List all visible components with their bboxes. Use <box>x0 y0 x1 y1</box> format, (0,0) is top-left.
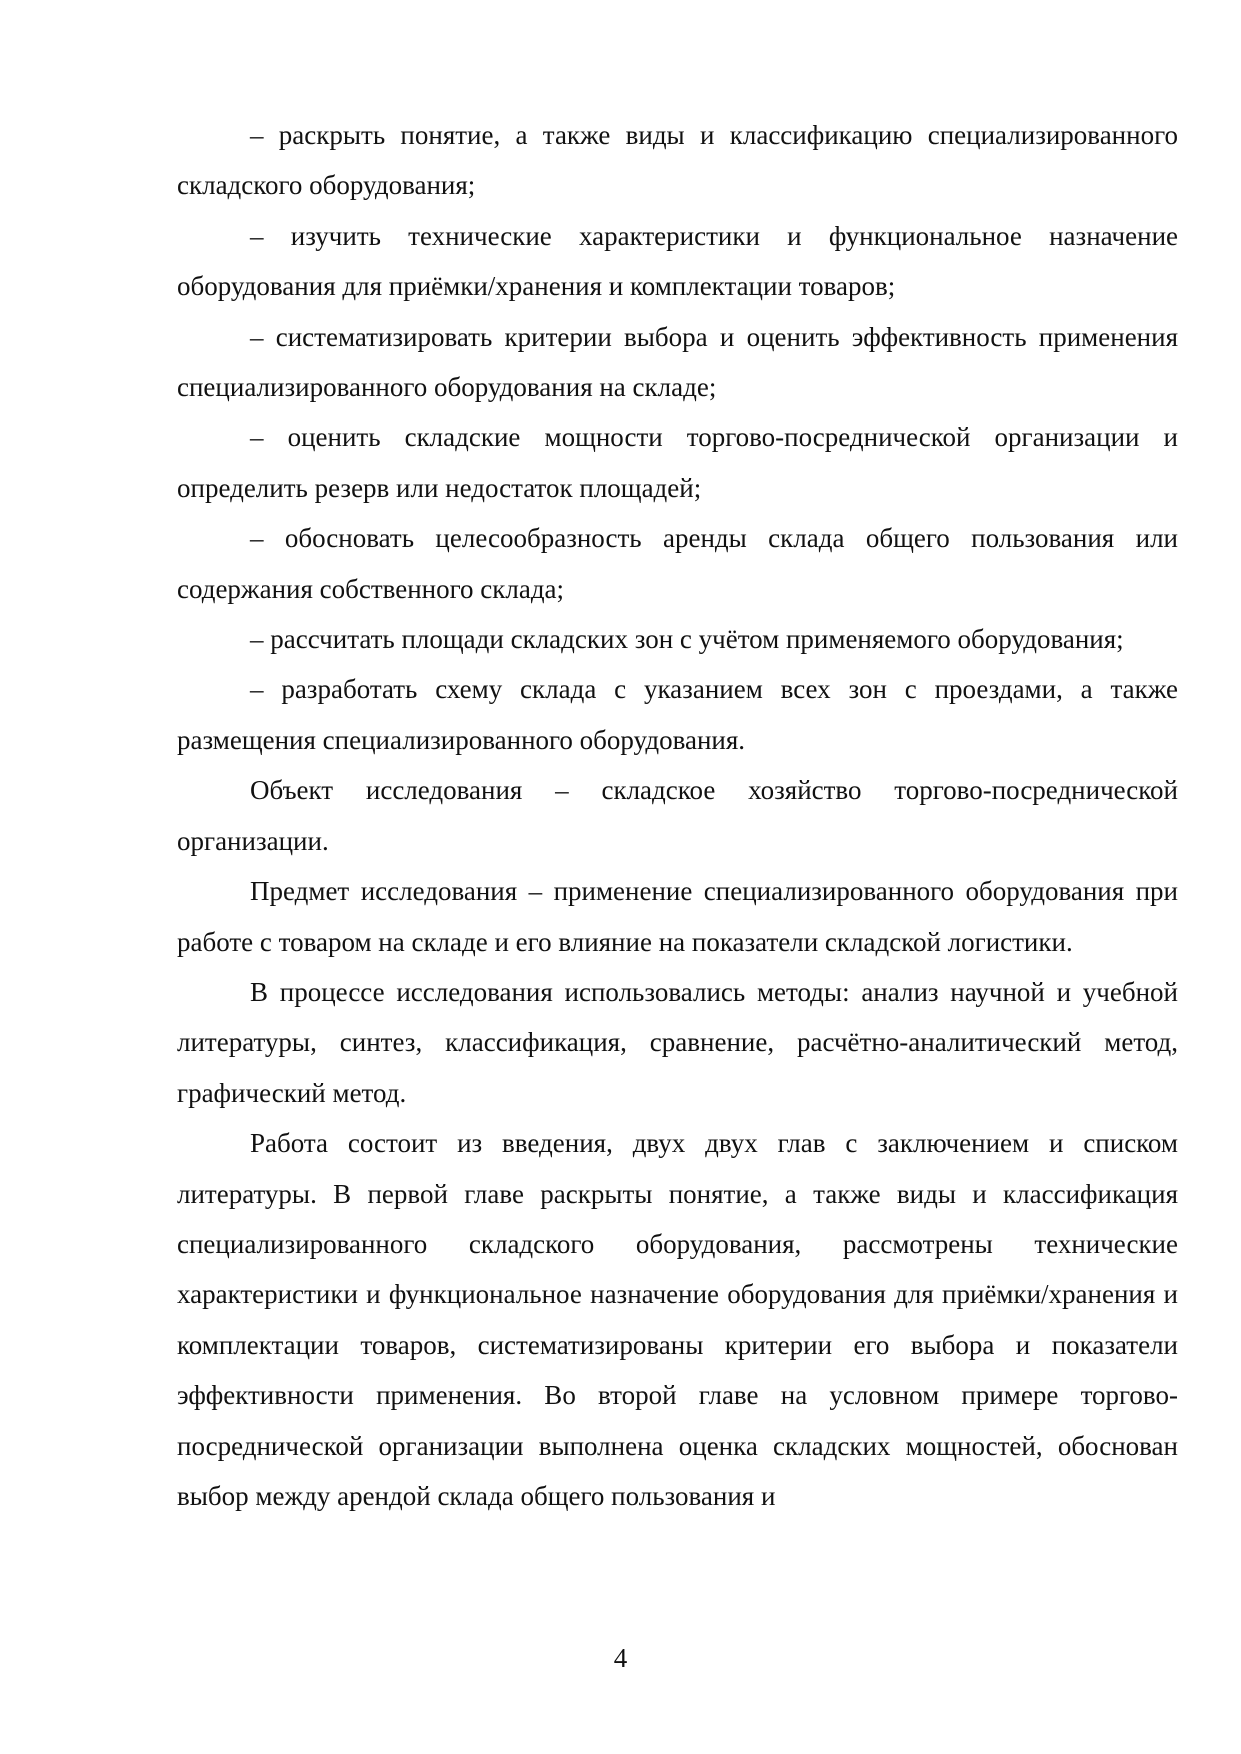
task-list-item: – рассчитать площади складских зон с учётом применяемого оборудования; <box>250 624 1124 655</box>
research-subject-paragraph: Предмет исследования – применение специализированного оборудования при работе с товаром на складе и его влияние на показатели складской логистики. <box>177 876 1178 957</box>
task-list-item: – обосновать целесообразность аренды склада общего пользования или содержания собственного склада; <box>177 523 1178 604</box>
body-text <box>177 110 1178 1521</box>
task-list-item: – оценить складские мощности торгово-посреднической организации и определить резерв или недостаток площадей; <box>177 422 1178 503</box>
research-object-paragraph: Объект исследования – складское хозяйство торгово-посреднической организации. <box>177 775 1178 856</box>
research-methods-paragraph: В процессе исследования использовались методы: анализ научной и учебной литературы, синтез, классификация, сравнение, расчётно-аналитический метод, графический метод. <box>177 976 1178 1108</box>
task-list-item: – изучить технические характеристики и функциональное назначение оборудования для приёмки/хранения и комплектации товаров; <box>177 220 1178 302</box>
task-list-item: – систематизировать критерии выбора и оценить эффективность применения специализированного оборудования на складе; <box>177 321 1178 403</box>
task-list-item: – разработать схему склада с указанием всех зон с проездами, а также размещения специализированного оборудования. <box>177 674 1178 755</box>
page-number: 4 <box>613 1643 628 1673</box>
work-structure-paragraph: Работа состоит из введения, двух двух глав с заключением и списком литературы. В первой главе раскрыты понятие, а также виды и классификация специализированного складского оборудования, рассмотрены технические характеристики и функциональное назначение оборудования для приёмки/хранения и комплектации товаров, систематизированы критерии его выбора и показатели эффективности применения. Во второй главе на условном примере торгово-посреднической организации выполнена оценка складских мощностей, обоснован выбор между арендой склада общего пользования и <box>177 1128 1178 1511</box>
task-list-item: – раскрыть понятие, а также виды и классификацию специализированного складского оборудования; <box>177 120 1178 201</box>
